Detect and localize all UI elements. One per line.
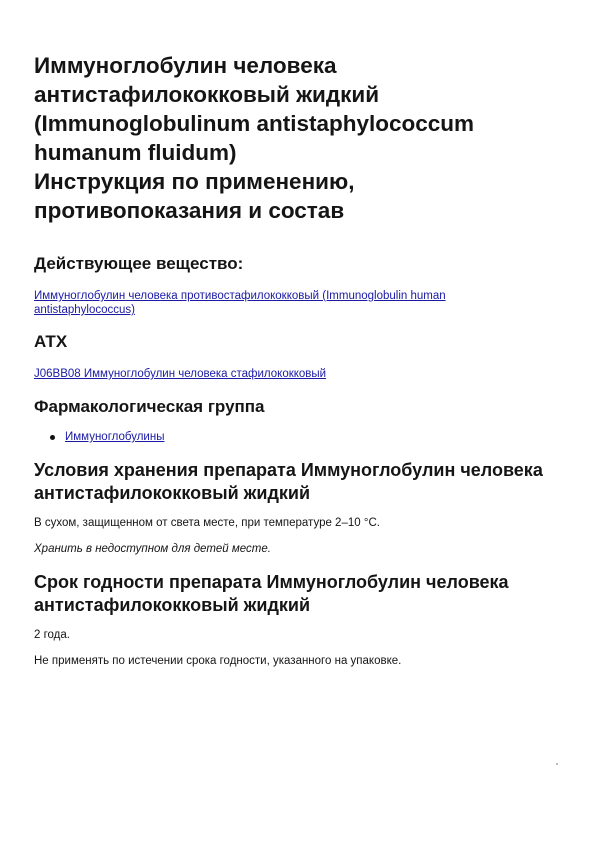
storage-heading: Условия хранения препарата Иммуноглобулин человека антистафилококковый жидкий [34, 460, 543, 503]
storage-note: Хранить в недоступном для детей месте. [34, 543, 271, 555]
expiry-text: 2 года. [34, 629, 70, 641]
page-title [34, 51, 564, 225]
atx-code-link[interactable]: J06BB08 Иммуноглобулин человека стафилококковый [34, 368, 327, 380]
pharm-group-list [34, 430, 164, 444]
page-marker-dot [556, 763, 558, 765]
storage-text: В сухом, защищенном от света месте, при температуре 2–10 °C. [34, 517, 380, 529]
active-substance-link[interactable]: Иммуноглобулин человека противостафилококковый (Immunoglobulin human antistaphylococcus) [34, 290, 446, 316]
title-line: противопоказания и состав [34, 198, 345, 223]
active-substance-heading: Действующее вещество: [34, 254, 244, 273]
pharm-group-heading: Фармакологическая группа [34, 397, 265, 416]
title-line: (Immunoglobulinum antistaphylococcum [34, 111, 475, 136]
title-line: антистафилококковый жидкий [34, 82, 380, 107]
pharm-group-link[interactable]: Иммуноглобулины [65, 431, 165, 443]
expiry-note: Не применять по истечении срока годности, указанного на упаковке. [34, 655, 402, 667]
title-line: Инструкция по применению, [34, 169, 355, 194]
expiry-heading: Срок годности препарата Иммуноглобулин человека антистафилококковый жидкий [34, 572, 509, 615]
list-item [65, 430, 164, 444]
title-line: humanum fluidum) [34, 140, 237, 165]
title-line: Иммуноглобулин человека [34, 53, 337, 78]
atx-heading: АТХ [34, 332, 68, 351]
